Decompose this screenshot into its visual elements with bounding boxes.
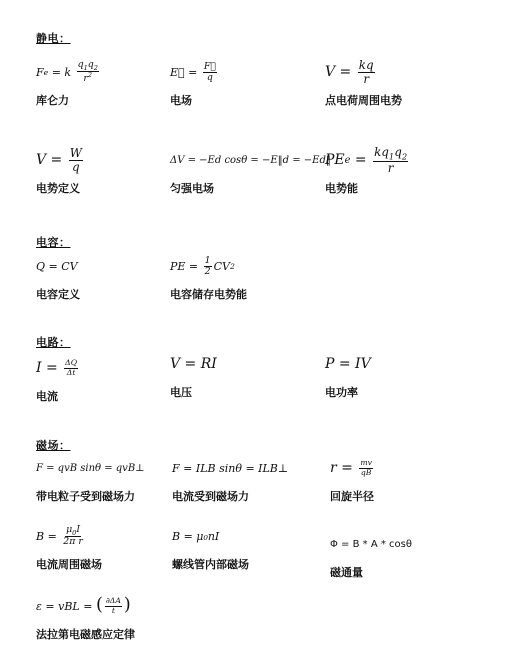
formula-solenoid-label: 螺线管内部磁场: [172, 558, 249, 571]
section-title-capacitance: 电容：: [36, 236, 71, 249]
formula-current: [36, 354, 186, 404]
formula-wire-field-label: 电流周围磁场: [36, 558, 102, 571]
formula-point-potential-label: 点电荷周围电势: [325, 94, 402, 107]
formula-lorentz-expr: F = qvB sinθ = qvB⊥: [36, 462, 145, 474]
formula-potential-energy-expr: PE e = $\frac{kq_1q_2}{r}$: [325, 144, 408, 175]
formula-potential-energy: [325, 146, 475, 196]
formula-flux-expr: Φ = B * A * cosθ: [330, 538, 412, 550]
section-title-circuit: 电路：: [36, 336, 71, 349]
formula-ampere-expr: F = ILB sinθ = ILB⊥: [172, 461, 289, 475]
formula-capacitance-def-label: 电容定义: [36, 288, 80, 301]
formula-coulomb-expr: F e = k $\frac{q_1q_2}{r^2}$: [36, 58, 98, 85]
formula-voltage: [170, 350, 320, 400]
formula-uniform-field-expr: ΔV = −Ed cosθ = −E‖d = −Ed‖: [170, 154, 331, 166]
formula-voltage-label: 电压: [170, 386, 192, 399]
formula-solenoid: [172, 522, 322, 572]
formula-uniform-field: [170, 146, 331, 196]
formula-potential-def: [36, 146, 186, 196]
formula-point-potential: [325, 58, 475, 108]
formula-current-label: 电流: [36, 390, 58, 403]
formula-radius-label: 回旋半径: [330, 490, 374, 503]
formula-ampere: [172, 454, 322, 504]
formula-field: [170, 58, 320, 108]
formula-power: [325, 350, 475, 400]
formula-emf: [36, 592, 186, 642]
formula-flux-label: 磁通量: [330, 566, 363, 579]
formula-coulomb-label: 库仑力: [36, 94, 69, 107]
formula-point-potential-expr: V = $\frac{kq}{r}$: [325, 58, 374, 86]
formula-power-expr: P = IV: [325, 356, 371, 372]
formula-cap-energy: [170, 252, 320, 302]
formula-potential-energy-label: 电势能: [325, 182, 358, 195]
formula-capacitance-def-expr: Q = CV: [36, 259, 78, 273]
formula-power-label: 电功率: [325, 386, 358, 399]
formula-solenoid-expr: B = μ₀nI: [172, 529, 220, 543]
formula-field-label: 电场: [170, 94, 192, 107]
formula-cap-energy-expr: PE = $\frac{1}{2}$ CV 2: [170, 254, 235, 277]
formula-emf-label: 法拉第电磁感应定律: [36, 628, 135, 641]
formula-cap-energy-label: 电容储存电势能: [170, 288, 247, 301]
formula-capacitance-def: [36, 252, 186, 302]
formula-field-expr: E⃗ = $\frac{F⃗}{q}$: [170, 60, 216, 83]
formula-radius: [330, 454, 480, 504]
formula-current-expr: I = $\frac{\Delta Q}{\Delta t}$: [36, 358, 78, 377]
formula-ampere-label: 电流受到磁场力: [172, 490, 249, 503]
section-title-electrostatics: 静电：: [36, 32, 71, 45]
formula-lorentz: [36, 454, 186, 504]
formula-potential-def-expr: V = $\frac{W}{q}$: [36, 146, 82, 174]
formula-potential-def-label: 电势定义: [36, 182, 80, 195]
formula-radius-expr: r = $\frac{mv}{qB}$: [330, 458, 372, 477]
formula-lorentz-label: 带电粒子受到磁场力: [36, 490, 135, 503]
formula-wire-field-expr: B = $\frac{\mu_0I}{\text{2π r}}$: [36, 523, 83, 548]
formula-coulomb: [36, 58, 186, 108]
formula-wire-field: [36, 522, 186, 572]
formula-uniform-field-label: 匀强电场: [170, 182, 214, 195]
formula-voltage-expr: V = RI: [170, 356, 217, 372]
formula-emf-expr: ε = vBL = ( $\frac{\partial\Delta A}{t}$ ): [36, 595, 131, 616]
section-title-magnetism: 磁场：: [36, 439, 71, 452]
formula-flux: [330, 530, 480, 580]
